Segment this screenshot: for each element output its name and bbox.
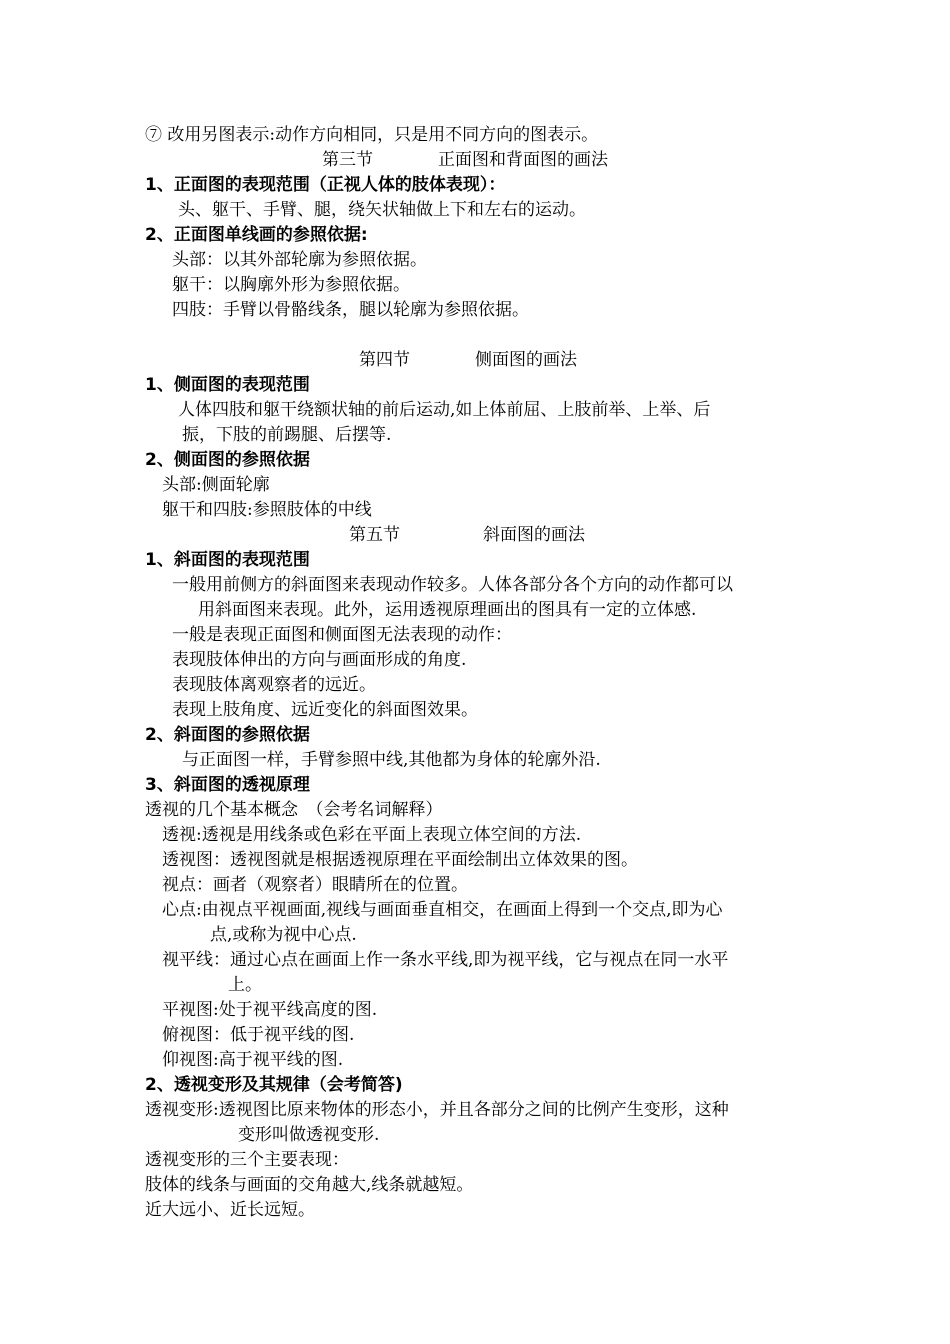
text-line: 一般用前侧方的斜面图来表现动作较多。人体各部分各个方向的动作都可以 (172, 575, 733, 595)
text-line: 用斜面图来表现。此外，运用透视原理画出的图具有一定的立体感. (198, 600, 697, 620)
text-line: 人体四肢和躯干绕额状轴的前后运动,如上体前屈、上肢前举、上举、后 (178, 400, 711, 420)
subheading: 1、正面图的表现范围（正视人体的肢体表现）： (145, 175, 506, 195)
text-line: 近大远小、近长远短。 (145, 1200, 315, 1220)
section-number: 第五节 (349, 525, 400, 545)
subheading: 1、斜面图的表现范围 (145, 550, 310, 570)
text-line: 变形叫做透视变形. (238, 1125, 380, 1145)
subheading: 2、斜面图的参照依据 (145, 725, 310, 745)
text-line: 视点：画者（观察者）眼睛所在的位置。 (162, 875, 468, 895)
subheading: 2、透视变形及其规律（会考简答) (145, 1075, 403, 1095)
text-line: 视平线：通过心点在画面上作一条水平线,即为视平线，它与视点在同一水平 (162, 950, 729, 970)
section-title: 斜面图的画法 (483, 525, 585, 545)
section-title: 侧面图的画法 (475, 350, 577, 370)
text-line: 肢体的线条与画面的交角越大,线条就越短。 (145, 1175, 474, 1195)
text-line: 躯干和四肢:参照肢体的中线 (162, 500, 372, 520)
text-line: 透视的几个基本概念 （会考名词解释） (145, 800, 443, 820)
text-line: 一般是表现正面图和侧面图无法表现的动作： (172, 625, 512, 645)
section-title: 正面图和背面图的画法 (438, 150, 608, 170)
section-number: 第三节 (322, 150, 373, 170)
text-line: 透视变形的三个主要表现： (145, 1150, 349, 1170)
text-line: 表现肢体伸出的方向与画面形成的角度. (172, 650, 467, 670)
text-line: 头、躯干、手臂、腿，绕矢状轴做上下和左右的运动。 (178, 200, 586, 220)
section-heading (0, 348, 950, 372)
text-line: 振，下肢的前踢腿、后摆等. (182, 425, 392, 445)
text-line: 透视图：透视图就是根据透视原理在平面绘制出立体效果的图。 (162, 850, 638, 870)
text-line: 表现肢体离观察者的远近。 (172, 675, 376, 695)
text-line: 仰视图:高于视平线的图. (162, 1050, 344, 1070)
text-line: 头部：以其外部轮廓为参照依据。 (172, 250, 427, 270)
text-line: 头部:侧面轮廓 (162, 475, 270, 495)
text-line: 表现上肢角度、远近变化的斜面图效果。 (172, 700, 478, 720)
text-line: 四肢：手臂以骨骼线条，腿以轮廓为参照依据。 (172, 300, 529, 320)
subheading: 3、斜面图的透视原理 (145, 775, 310, 795)
text-line: 俯视图：低于视平线的图. (162, 1025, 355, 1045)
text-line: 透视:透视是用线条或色彩在平面上表现立体空间的方法. (162, 825, 582, 845)
subheading: 2、侧面图的参照依据 (145, 450, 310, 470)
text-line: 透视变形:透视图比原来物体的形态小，并且各部分之间的比例产生变形，这种 (145, 1100, 729, 1120)
text-line: 点,或称为视中心点. (210, 925, 357, 945)
subheading: 1、侧面图的表现范围 (145, 375, 310, 395)
section-heading (0, 148, 950, 172)
text-line: 与正面图一样，手臂参照中线,其他都为身体的轮廓外沿. (182, 750, 601, 770)
text-line: 平视图:处于视平线高度的图. (162, 1000, 378, 1020)
text-line: 躯干：以胸廓外形为参照依据。 (172, 275, 410, 295)
text-line: 上。 (228, 975, 262, 995)
text-line: ⑦ 改用另图表示:动作方向相同，只是用不同方向的图表示。 (145, 125, 599, 145)
section-number: 第四节 (359, 350, 410, 370)
subheading: 2、正面图单线画的参照依据: (145, 225, 368, 245)
section-heading (0, 523, 950, 547)
text-line: 心点:由视点平视画面,视线与画面垂直相交，在画面上得到一个交点,即为心 (162, 900, 723, 920)
